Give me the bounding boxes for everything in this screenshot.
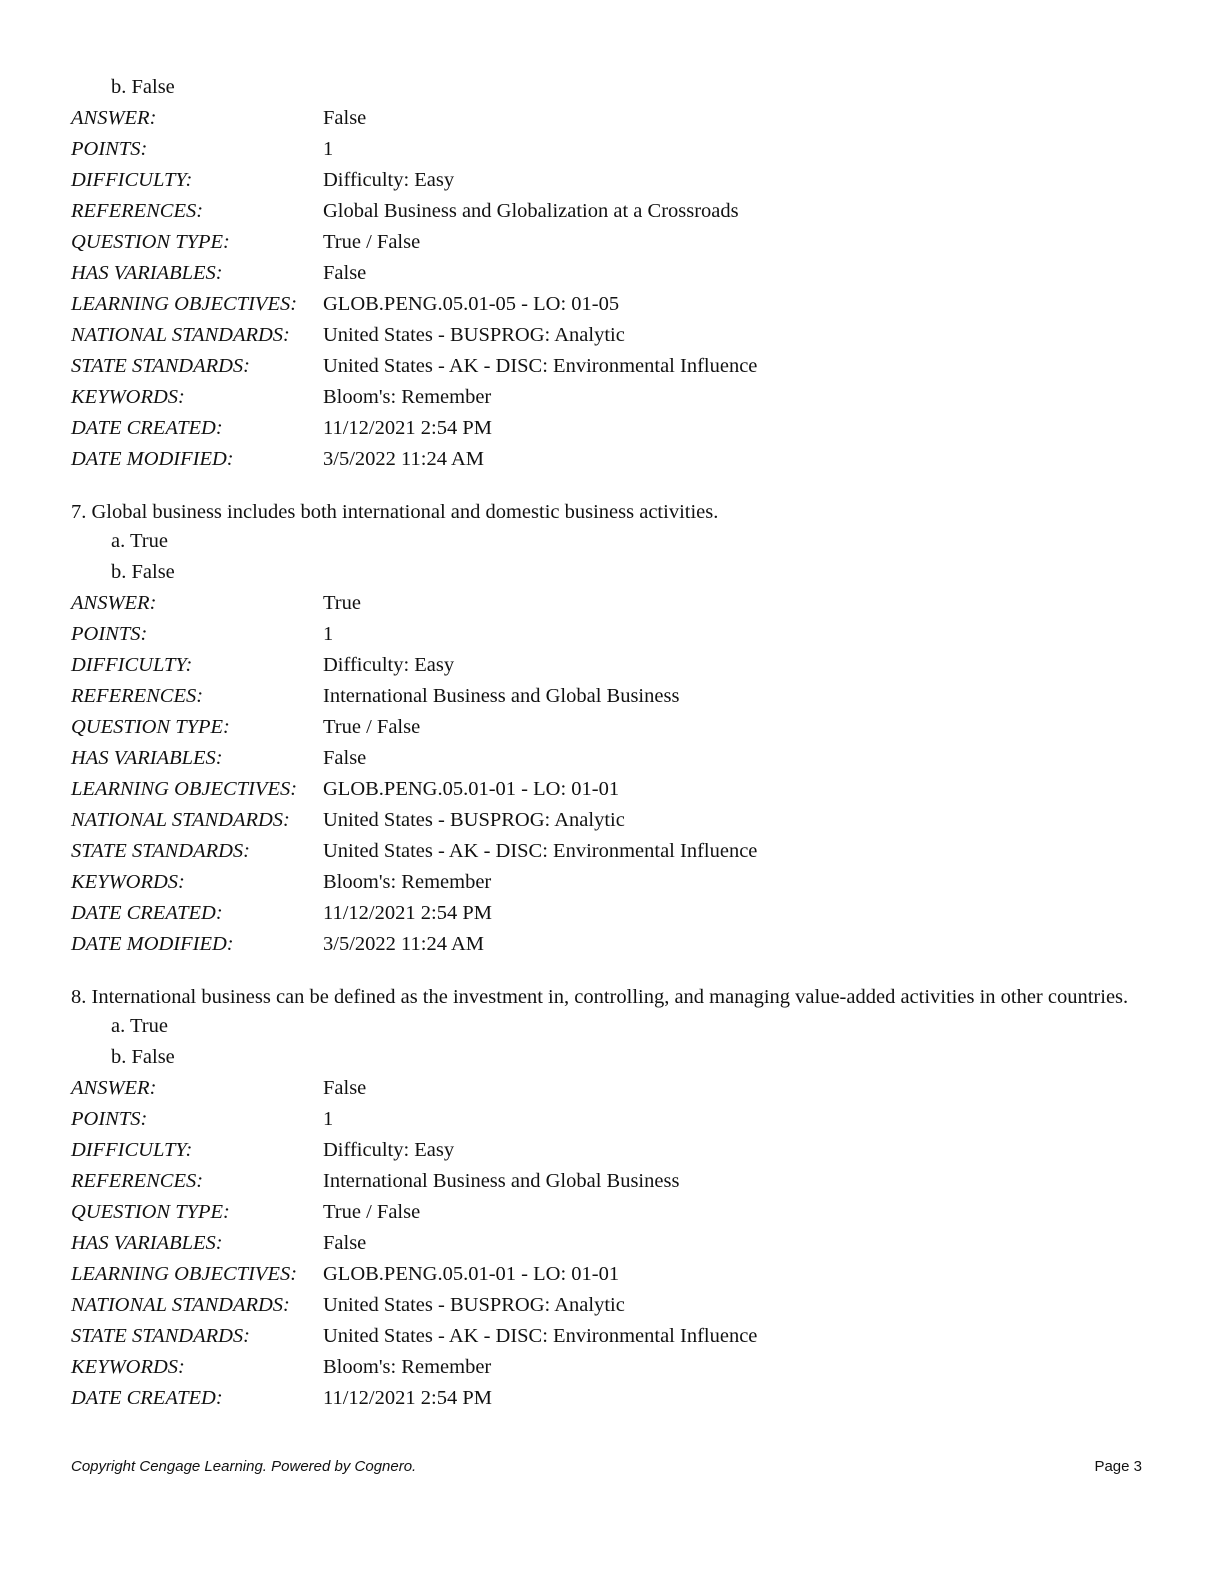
meta-value: Bloom's: Remember [323,386,492,408]
meta-row [71,134,1151,165]
meta-label: HAS VARIABLES: [71,262,223,284]
meta-row [71,413,1151,444]
meta-row [71,1383,1151,1414]
meta-value: True [323,592,361,614]
meta-block [71,103,1151,475]
meta-label: NATIONAL STANDARDS: [71,324,290,346]
meta-row [71,1228,1151,1259]
question-text: 8. International business can be defined as the investment in, controlling, and managing value-added activities in other countries. [71,986,1129,1008]
meta-label: ANSWER: [71,592,157,614]
question-text: 7. Global business includes both international and domestic business activities. [71,501,719,523]
meta-value: GLOB.PENG.05.01-01 - LO: 01-01 [323,1263,620,1285]
meta-row [71,227,1151,258]
meta-label: DATE CREATED: [71,902,223,924]
meta-value: 11/12/2021 2:54 PM [323,902,492,924]
meta-label: NATIONAL STANDARDS: [71,1294,290,1316]
meta-row [71,1197,1151,1228]
meta-value: False [323,1232,367,1254]
meta-row [71,1290,1151,1321]
meta-row [71,681,1151,712]
option-b: b. False [111,1046,175,1068]
meta-value: GLOB.PENG.05.01-01 - LO: 01-01 [323,778,620,800]
meta-value: Bloom's: Remember [323,871,492,893]
meta-label: ANSWER: [71,1077,157,1099]
meta-block [71,1073,1151,1414]
meta-row [71,929,1151,960]
meta-value: International Business and Global Business [323,685,680,707]
meta-label: DIFFICULTY: [71,1139,193,1161]
meta-label: REFERENCES: [71,685,204,707]
meta-row [71,1166,1151,1197]
meta-label: DATE MODIFIED: [71,448,234,470]
meta-row [71,320,1151,351]
meta-label: HAS VARIABLES: [71,1232,223,1254]
meta-label: DATE MODIFIED: [71,933,234,955]
meta-label: POINTS: [71,1108,148,1130]
option-a: a. True [111,1015,168,1037]
meta-value: 3/5/2022 11:24 AM [323,448,484,470]
meta-label: QUESTION TYPE: [71,716,230,738]
meta-label: STATE STANDARDS: [71,1325,250,1347]
meta-value: United States - AK - DISC: Environmental Influence [323,840,758,862]
meta-row [71,444,1151,475]
meta-value: 1 [323,138,334,160]
meta-value: True / False [323,716,421,738]
page-number: Page 3 [1094,1458,1142,1475]
meta-label: DIFFICULTY: [71,169,193,191]
meta-label: REFERENCES: [71,200,204,222]
meta-value: True / False [323,231,421,253]
meta-row [71,1321,1151,1352]
meta-value: 1 [323,1108,334,1130]
meta-row [71,836,1151,867]
meta-label: KEYWORDS: [71,871,185,893]
meta-row [71,382,1151,413]
copyright-text: Copyright Cengage Learning. Powered by Cognero. [71,1458,417,1475]
meta-row [71,867,1151,898]
meta-value: False [323,262,367,284]
page-footer [71,1458,1142,1475]
meta-label: LEARNING OBJECTIVES: [71,1263,298,1285]
meta-label: QUESTION TYPE: [71,231,230,253]
meta-label: LEARNING OBJECTIVES: [71,778,298,800]
meta-value: False [323,107,367,129]
meta-label: KEYWORDS: [71,386,185,408]
meta-row [71,588,1151,619]
meta-value: United States - AK - DISC: Environmental Influence [323,1325,758,1347]
meta-row [71,650,1151,681]
meta-row [71,743,1151,774]
meta-row [71,258,1151,289]
meta-value: 11/12/2021 2:54 PM [323,417,492,439]
meta-value: United States - BUSPROG: Analytic [323,809,625,831]
meta-value: Difficulty: Easy [323,169,455,191]
meta-label: NATIONAL STANDARDS: [71,809,290,831]
meta-value: False [323,747,367,769]
option-a: a. True [111,530,168,552]
option-b: b. False [111,76,175,98]
meta-value: United States - AK - DISC: Environmental Influence [323,355,758,377]
meta-row [71,1352,1151,1383]
meta-row [71,898,1151,929]
meta-value: True / False [323,1201,421,1223]
meta-row [71,1073,1151,1104]
meta-row [71,1259,1151,1290]
meta-value: Bloom's: Remember [323,1356,492,1378]
meta-row [71,196,1151,227]
meta-row [71,351,1151,382]
meta-label: HAS VARIABLES: [71,747,223,769]
meta-row [71,1135,1151,1166]
meta-label: STATE STANDARDS: [71,355,250,377]
option-b: b. False [111,561,175,583]
meta-row [71,774,1151,805]
meta-label: POINTS: [71,138,148,160]
meta-value: 11/12/2021 2:54 PM [323,1387,492,1409]
meta-value: GLOB.PENG.05.01-05 - LO: 01-05 [323,293,620,315]
meta-row [71,289,1151,320]
meta-block [71,588,1151,960]
meta-label: QUESTION TYPE: [71,1201,230,1223]
meta-value: 3/5/2022 11:24 AM [323,933,484,955]
meta-row [71,1104,1151,1135]
meta-value: International Business and Global Business [323,1170,680,1192]
meta-label: KEYWORDS: [71,1356,185,1378]
meta-value: 1 [323,623,334,645]
meta-label: DATE CREATED: [71,1387,223,1409]
meta-value: United States - BUSPROG: Analytic [323,1294,625,1316]
meta-row [71,712,1151,743]
meta-label: STATE STANDARDS: [71,840,250,862]
meta-label: LEARNING OBJECTIVES: [71,293,298,315]
meta-label: POINTS: [71,623,148,645]
meta-value: Difficulty: Easy [323,654,455,676]
meta-value: United States - BUSPROG: Analytic [323,324,625,346]
meta-label: REFERENCES: [71,1170,204,1192]
meta-row [71,619,1151,650]
meta-row [71,165,1151,196]
page-content [71,72,1151,1414]
meta-label: DATE CREATED: [71,417,223,439]
meta-value: Difficulty: Easy [323,1139,455,1161]
meta-value: Global Business and Globalization at a Crossroads [323,200,739,222]
meta-value: False [323,1077,367,1099]
meta-label: ANSWER: [71,107,157,129]
meta-label: DIFFICULTY: [71,654,193,676]
meta-row [71,103,1151,134]
meta-row [71,805,1151,836]
